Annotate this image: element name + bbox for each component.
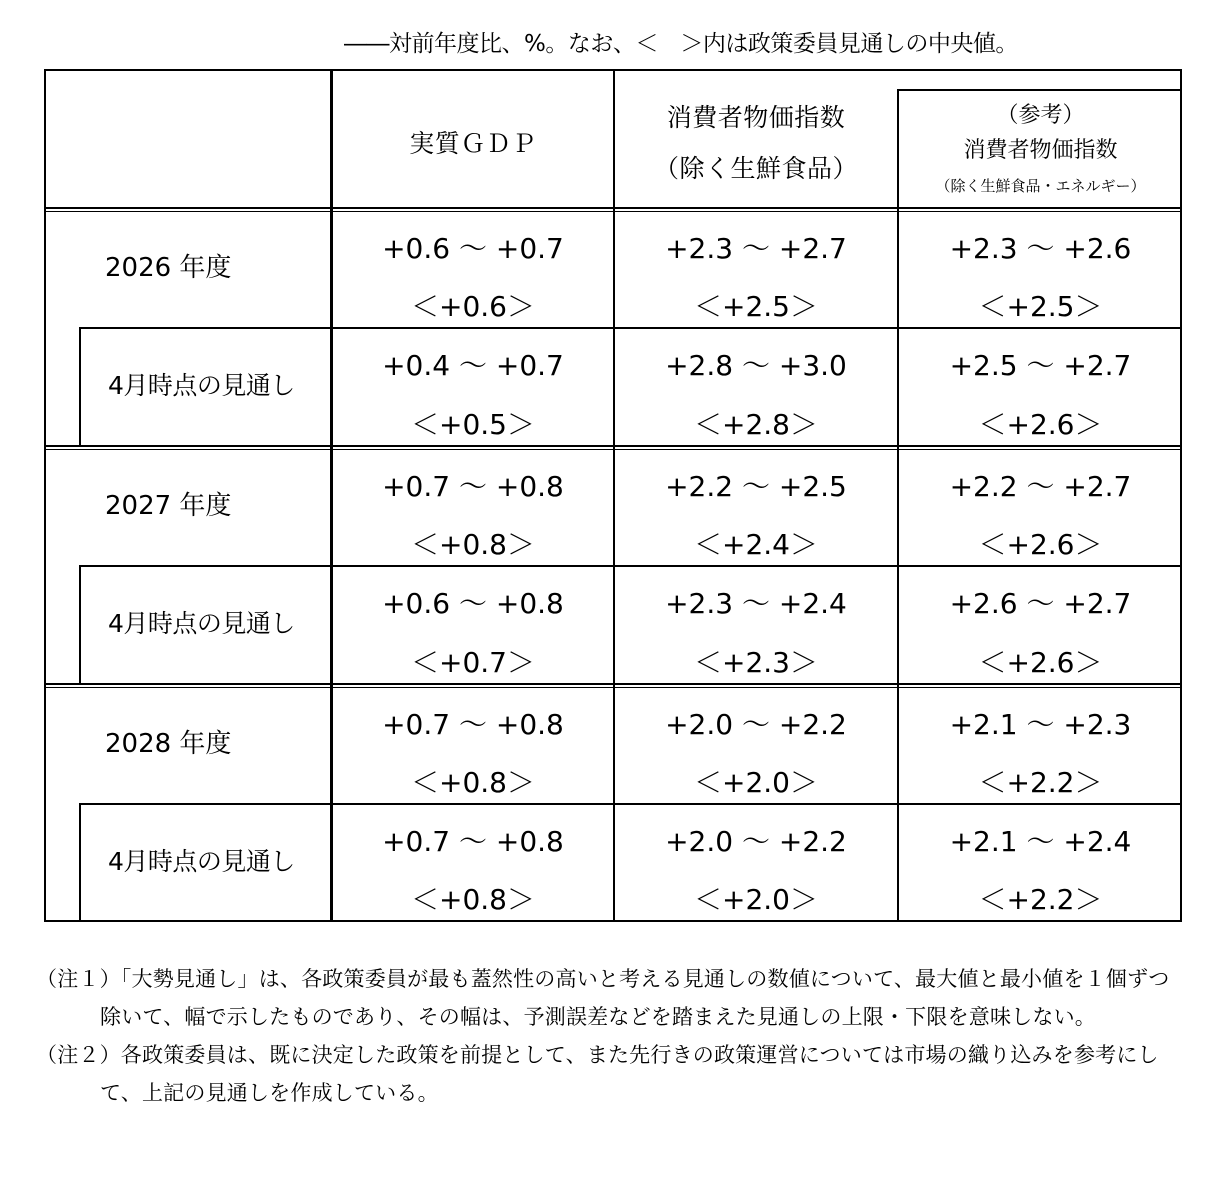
subrow-separator-1 [79,327,1182,329]
cpi-median: ＜+2.0＞ [694,766,818,799]
group-separator-1a [44,445,1182,447]
cpi-range: +2.0 ～ +2.2 [665,825,847,858]
header-separator-1 [44,207,1182,209]
cpi-median: ＜+2.0＞ [694,883,818,916]
header-cpi-line1: 消費者物価指数 [666,103,846,132]
ref-median: ＜+2.6＞ [978,646,1103,679]
indent-line-3 [79,803,81,922]
ref-range: +2.2 ～ +2.7 [949,470,1132,503]
indent-line-2 [79,565,81,685]
gdp-range: +0.7 ～ +0.8 [382,825,564,858]
ref-median: ＜+2.5＞ [978,290,1103,323]
footnotes [36,960,1186,1112]
group-separator-2a [44,683,1182,685]
cpi-range: +2.8 ～ +3.0 [665,349,847,382]
ref-median: ＜+2.6＞ [978,528,1103,561]
ref-median: ＜+2.6＞ [978,408,1103,441]
gdp-range: +0.7 ～ +0.8 [382,470,564,503]
header-ref-line3: （除く生鮮食品・エネルギー） [935,177,1146,195]
group-separator-1b [44,449,1182,450]
header-gdp: 実質ＧＤＰ [409,129,537,158]
subrow-separator-2 [79,565,1182,567]
gdp-range: +0.7 ～ +0.8 [382,708,564,741]
ref-range: +2.3 ～ +2.6 [949,232,1132,265]
row-label-2028-prev: 4月時点の見通し [108,847,295,876]
row-label-2028: 2028 年度 [105,729,232,759]
row-label-2026-prev: 4月時点の見通し [108,371,295,400]
gdp-range: +0.6 ～ +0.7 [382,232,564,265]
row-label-2026: 2026 年度 [105,253,232,283]
row-label-2027-prev: 4月時点の見通し [108,609,295,638]
cpi-range: +2.2 ～ +2.5 [665,470,847,503]
cpi-range: +2.3 ～ +2.7 [665,232,847,265]
cpi-median: ＜+2.4＞ [694,528,818,561]
cpi-range: +2.3 ～ +2.4 [665,587,847,620]
cpi-median: ＜+2.5＞ [694,290,818,323]
gdp-median: ＜+0.8＞ [411,766,535,799]
group-separator-2b [44,687,1182,688]
cpi-median: ＜+2.8＞ [694,408,818,441]
header-separator-2 [44,211,1182,212]
header-ref-line2: 消費者物価指数 [963,138,1118,163]
ref-range: +2.1 ～ +2.3 [949,708,1132,741]
header-ref-line1: （参考） [996,103,1085,128]
ref-range: +2.6 ～ +2.7 [949,587,1132,620]
row-label-2027: 2027 年度 [105,491,232,521]
ref-median: ＜+2.2＞ [978,766,1103,799]
gdp-median: ＜+0.5＞ [411,408,535,441]
ref-range: +2.1 ～ +2.4 [949,825,1132,858]
subrow-separator-3 [79,803,1182,805]
gdp-range: +0.6 ～ +0.8 [382,587,564,620]
gdp-median: ＜+0.8＞ [411,883,535,916]
gdp-median: ＜+0.7＞ [411,646,535,679]
gdp-range: +0.4 ～ +0.7 [382,349,564,382]
footnote-2: （注２）各政策委員は、既に決定した政策を前提として、また先行きの政策運営については市場の織り込みを参考にして、上記の見通しを作成している。 [36,1043,1159,1105]
cpi-median: ＜+2.3＞ [694,646,818,679]
header-cpi-line2: （除く生鮮食品） [653,154,858,183]
indent-line-1 [79,327,81,447]
cpi-range: +2.0 ～ +2.2 [665,708,847,741]
gdp-median: ＜+0.6＞ [411,290,535,323]
ref-median: ＜+2.2＞ [978,883,1103,916]
ref-header-top-line [897,89,1182,91]
ref-range: +2.5 ～ +2.7 [949,349,1132,382]
gdp-median: ＜+0.8＞ [411,528,535,561]
footnote-1: （注１）「大勢見通し」は、各政策委員が最も蓋然性の高いと考える見通しの数値について、最大値と最小値を１個ずつ除いて、幅で示したものであり、その幅は、予測誤差などを踏まえた見通しの上限・下限を意味しない。 [36,967,1170,1029]
unit-note: ――対前年度比、%。なお、＜ ＞内は政策委員見通しの中央値。 [344,31,1018,57]
